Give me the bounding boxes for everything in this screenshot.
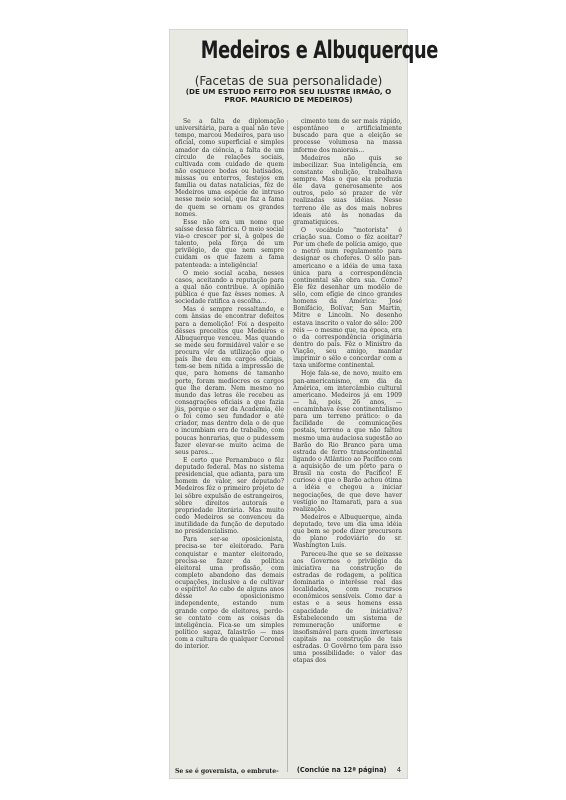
paragraph: Medeiros e Albuquerque, ainda deputado, teve um dia uma idéia que bem se pode dizer precursora do plano rodoviário do sr. Washington Luís. xyxy=(293,513,402,550)
right-column xyxy=(293,118,402,766)
newspaper-clipping xyxy=(170,30,438,778)
article-subtitle: (Facetas de sua personalidade) xyxy=(194,74,383,88)
continuation-text: (Conclúe na 12ª página) xyxy=(296,766,387,774)
paragraph: O meio social acaba, nesses casos, aceitando a reputação para a qual não contribue. A opinião pública é que faz êsses nomes. A sociedade ratifica a escolha... xyxy=(175,269,284,306)
paragraph: Pareceu-lhe que se se deixasse aos Governos o privilégio da iniciativa na construção de estradas de rodagem, a política dominaria o interêsse real das localidades, com recursos econômicos sensíveis. Como dar a estas e a seus homens essa capacidade de iniciativa? Estabelecendo um sistema de remuneração uniforme e insofismável para quem invertesse capitais na construção de tais estradas. O Govêrno tem para isso uma possibilidade: o valor das etapas dos xyxy=(293,550,402,665)
paragraph: Se a falta de diplomação universitária, para a qual não teve tempo, marcou Medeiros, para uso oficial, como superficial e simples amador da ciência, a falta de um círculo de relações sociais, cultivada com cuidado de quem não esquece bodas ou batisados, missas ou enterros, festejos em família ou datas natalícias, fêz de Medeiros uma espécie de intruso nesse meio social, que faz a fama de quem se ornam os grandes nomes. xyxy=(175,118,284,218)
paragraph: Mas é sempre ressaltando, e com ânsias de encontrar defeitos para a demolição! Foi a despeito dêsses preceitos que Medeiros e Albuquerque venceu. Mas quando se mede seu formidável valor e se procura vêr da utilização que o país lhe deu em cargos oficiais, tem-se bem nítida a impressão de que, para homens de tamanho porte, foram medíocres os cargos que lhe deram. Nem mesmo no mundo das letras êle recebeu as consagrações oficiais a que fazia jús, porque o ser da Academia, êle o foi como seu fundador e até criador, mas dentro dela o de que o incumbiam era de trabalho, com poucas honrarias, que o pudessem fazer elevar-se muito acima de seus pares... xyxy=(175,306,284,456)
article-dek: (DE UM ESTUDO FEITO POR SEU ILUSTRE IRMÃO, O PROF. MAURÍCIO DE MEDEIROS) xyxy=(185,87,392,105)
paragraph: Esse não era um nome que saísse dessa fábrica. O meio social via-o crescer por si, à golpes de talento, pela fôrça de um privilégio, de que nem sempre cuidam os que fazem a fama patenteada: a inteligência! xyxy=(175,218,284,269)
page-mark: 4 xyxy=(396,766,402,774)
article-title: Medeiros e Albuquerque xyxy=(200,36,438,64)
paragraph: Hoje fala-se, de novo, muito em pan-americanismo, em dia da América, em intercâmbio cultural americano. Medeiros já em 1909 — há, pois, 26 anos, — encaminhava êsse continentalismo para um terreno prático: o da facilidade de comunicações postais, terreno a que não faltou mesmo uma audaciosa sugestão ao Barão do Rio Branco para uma estrada de ferro transcontinental ligando o Atlântico ao Pacífico com a aquisição de um pôrto para o Brasil na costa do Pacífico! É curioso é que o Barão achou ótima a idéia e chegou a iniciar negociações, de que deve haver vestígio no Itamarati, para a sua realização. xyxy=(293,370,402,513)
paragraph: O vocábulo "motorista" é criação sua. Como o fêz aceitar? Por um chefe de polícia amigo, que o metrô num regulamento para designar os choferes. O sêlo pan-americano e a idéia de uma taxa única para a correspondência continental são obra sua. Como? Êle fêz desenhar um modêlo de sêlo, com efígie de cinco grandes homens da América: José Bonifácio, Bolívar, San Martin, Mitre e Lincoln. No desenho estava inscrito o valor do sêlo: 200 réis — o mesmo que, na época, era o da correspondência originária dentro do país. Fêz o Ministro da Viação, seu amigo, mandar imprimir o sêlo e concordar com a taxa uniforme continental. xyxy=(293,226,402,370)
paragraph: Medeiros não quis se imbecilizar. Sua inteligência, em constante ebulição, trabalhava sempre. Mas o que ela produzia êle dava generosamente aos outros, pelo só prazer de vêr realizadas suas idéias. Nesse terreno êle as dos mais nobres ideais até às nonadas da gramatiquices. xyxy=(293,154,402,226)
continuation-note xyxy=(293,766,405,774)
paragraph: Para ser-se oposicionista, precisa-se ter eleitorado. Para conquistar e manter eleitorado, precisa-se fazer da política eleitoral uma profissão, com completo abandono das demais ocupações, inclusive a de cultivar o espírito! Ao cabo de alguns anos dêsse oposicionismo independente, estando num grande corpo de eleitores, perde-se contato com as coisas da inteligência. Fica-se um simples político sagaz, falastrão — mas com a cultura de qualquer Coronel do interior. xyxy=(175,536,284,651)
paragraph: E certo que Pernambuco o fêz deputado federal. Mas no sistema presidencial, que adianta, para um homem de valor, ser deputado? Medeiros fêz o primeiro projeto de lei sôbre expulsão de estrangeiros, sôbre direitos autorais e propriedade literária. Mas muito cedo Medeiros se convenceu da inutilidade da função de deputado no presidencialismo. xyxy=(175,456,284,536)
left-column xyxy=(175,118,284,776)
column-divider xyxy=(287,120,288,772)
paragraph: cimento tem de ser mais rápido, espontâneo e artificialmente buscado para que a eleição se processe volumosa na massa informe dos maiorais... xyxy=(293,118,402,154)
left-column-footer: Se se é governista, o embrute- xyxy=(175,768,279,775)
